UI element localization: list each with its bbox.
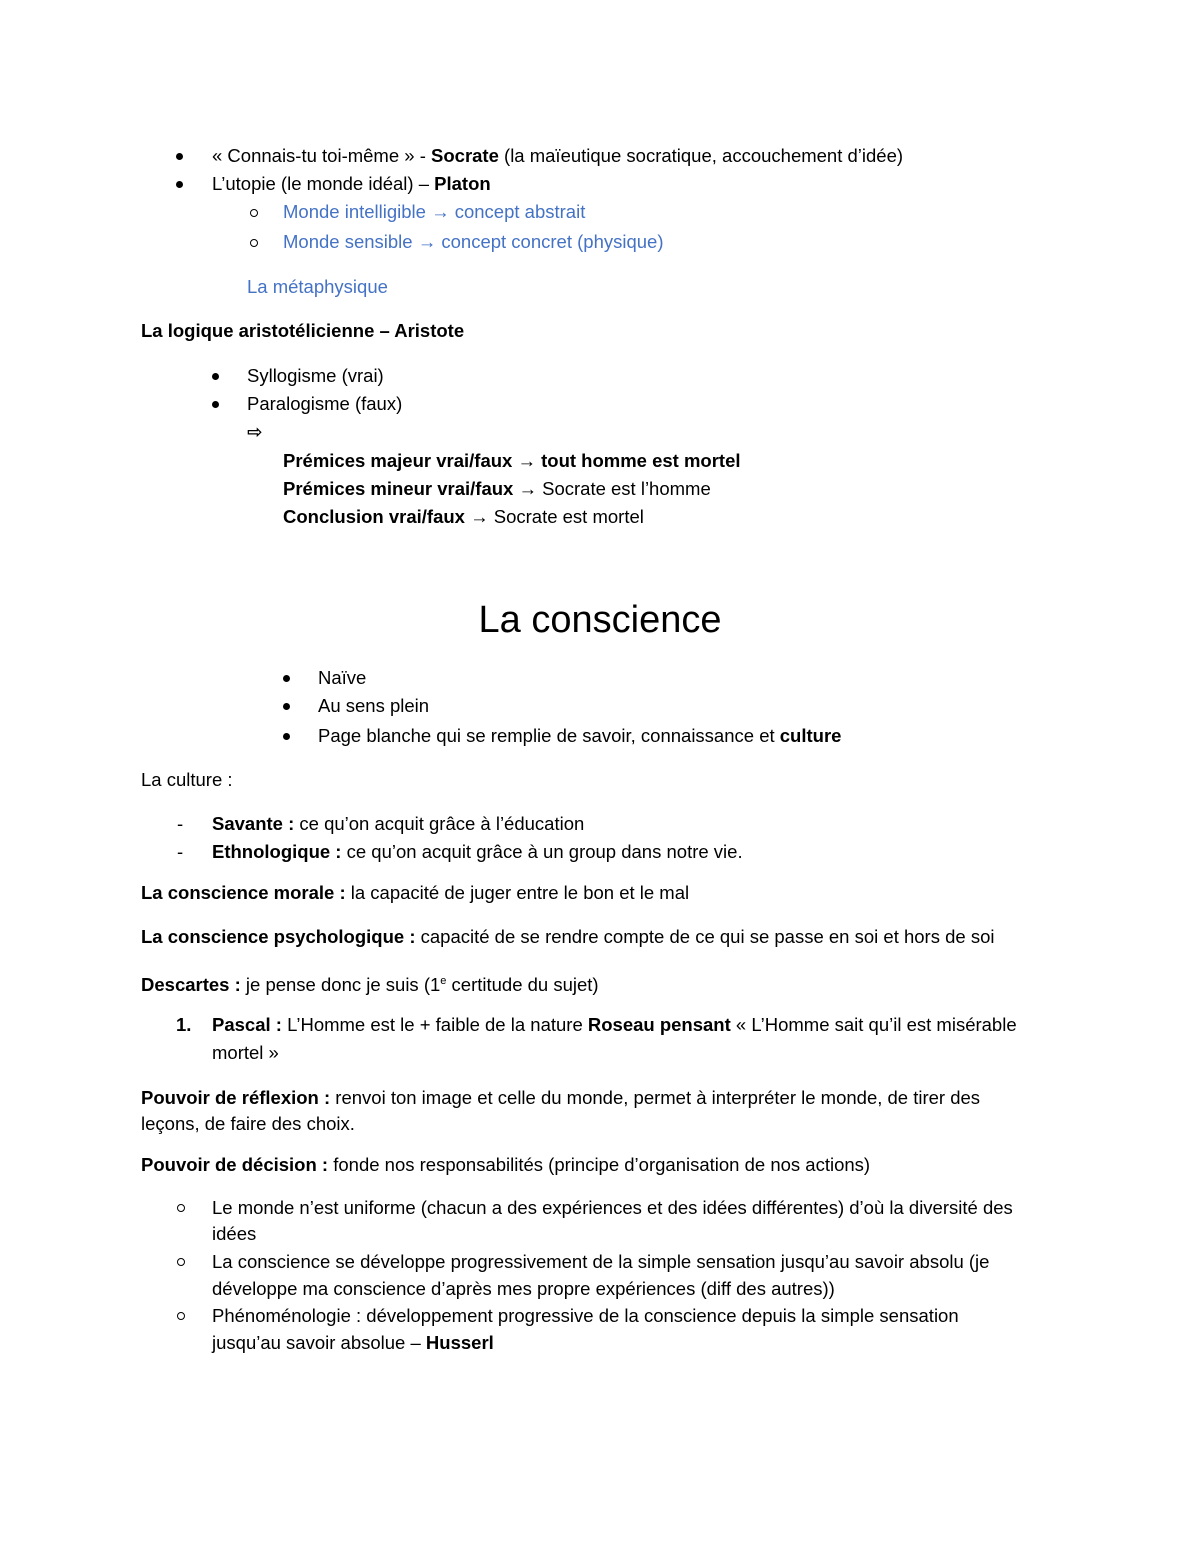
aristote-bullet-paralogisme: Paralogisme (faux): [247, 393, 403, 414]
bullet-dot-icon: [212, 392, 219, 416]
premise-conclusion: Conclusion vrai/faux → Socrate est mortel: [283, 506, 644, 527]
descartes-line: Descartes : je pense donc je suis (1e certitude du sujet): [141, 974, 599, 996]
culture-savante: Savante : ce qu’on acquit grâce à l’éducation: [212, 813, 585, 834]
platon-sub-sensible: Monde sensible → concept concret (physique): [283, 231, 664, 252]
culture-ethnologique: Ethnologique : ce qu’on acquit grâce à un group dans notre vie.: [212, 841, 743, 862]
decision-item-3: Phénoménologie : développement progressive de la conscience depuis la simple sensation: [212, 1305, 959, 1326]
decision-item-3-line-2: jusqu’au savoir absolue – Husserl: [212, 1332, 494, 1353]
conscience-bullet-naive: Naïve: [318, 667, 367, 688]
intro-bullet-platon: L’utopie (le monde idéal) – Platon: [212, 173, 491, 194]
metaphysique-label: La métaphysique: [247, 276, 388, 297]
pouvoir-reflexion-line-2: leçons, de faire des choix.: [141, 1113, 355, 1134]
bullet-dot-icon: [176, 172, 183, 196]
platon-sub-intelligible: Monde intelligible → concept abstrait: [283, 201, 586, 222]
aristote-bullet-syllogisme: Syllogisme (vrai): [247, 365, 384, 386]
decision-item-2-line-2: développe ma conscience d’après mes propre expériences (diff des autres)): [212, 1278, 835, 1299]
dash-bullet: -: [177, 813, 184, 834]
premise-mineur: Prémices mineur vrai/faux → Socrate est l’homme: [283, 478, 711, 499]
pascal-line: Pascal : L’Homme est le + faible de la nature Roseau pensant « L’Homme sait qu’il est misérable: [212, 1014, 1017, 1035]
aristote-heading: La logique aristotélicienne – Aristote: [141, 320, 465, 341]
premise-majeur: Prémices majeur vrai/faux → tout homme est mortel: [283, 450, 741, 471]
intro-bullet-socrate: « Connais-tu toi-même » - Socrate (la maïeutique socratique, accouchement d’idée): [212, 145, 904, 166]
decision-item-1-line-2: idées: [212, 1223, 257, 1244]
ring-bullet-icon: [250, 231, 258, 255]
conscience-bullet-page-blanche: Page blanche qui se remplie de savoir, connaissance et culture: [318, 725, 842, 746]
page-title: La conscience: [478, 599, 722, 641]
decision-item-2: La conscience se développe progressivement de la simple sensation jusqu’au savoir absolu (je: [212, 1251, 990, 1272]
ring-bullet-icon: [177, 1196, 185, 1220]
culture-label: La culture :: [141, 769, 233, 790]
bullet-dot-icon: [176, 144, 183, 168]
bullet-dot-icon: [212, 364, 219, 388]
decision-item-1: Le monde n’est uniforme (chacun a des expériences et des idées différentes) d’où la diversité des: [212, 1197, 1013, 1218]
ring-bullet-icon: [250, 201, 258, 225]
bullet-dot-icon: [283, 666, 290, 690]
pascal-number: 1.: [176, 1014, 192, 1035]
pascal-line-2: mortel »: [212, 1042, 279, 1063]
conscience-bullet-sens-plein: Au sens plein: [318, 695, 430, 716]
bullet-dot-icon: [283, 694, 290, 718]
bullet-dot-icon: [283, 724, 290, 748]
dash-bullet: -: [177, 841, 184, 862]
ring-bullet-icon: [177, 1250, 185, 1274]
conscience-psychologique: La conscience psychologique : capacité de se rendre compte de ce qui se passe en soi et hors de soi: [141, 926, 995, 947]
ring-bullet-icon: [177, 1304, 185, 1328]
implies-arrow-icon: ⇨: [247, 421, 263, 442]
conscience-morale: La conscience morale : la capacité de juger entre le bon et le mal: [141, 882, 690, 903]
pouvoir-reflexion: Pouvoir de réflexion : renvoi ton image et celle du monde, permet à interpréter le monde, de tirer des: [141, 1087, 981, 1108]
pouvoir-decision: Pouvoir de décision : fonde nos responsabilités (principe d’organisation de nos actions): [141, 1154, 871, 1175]
